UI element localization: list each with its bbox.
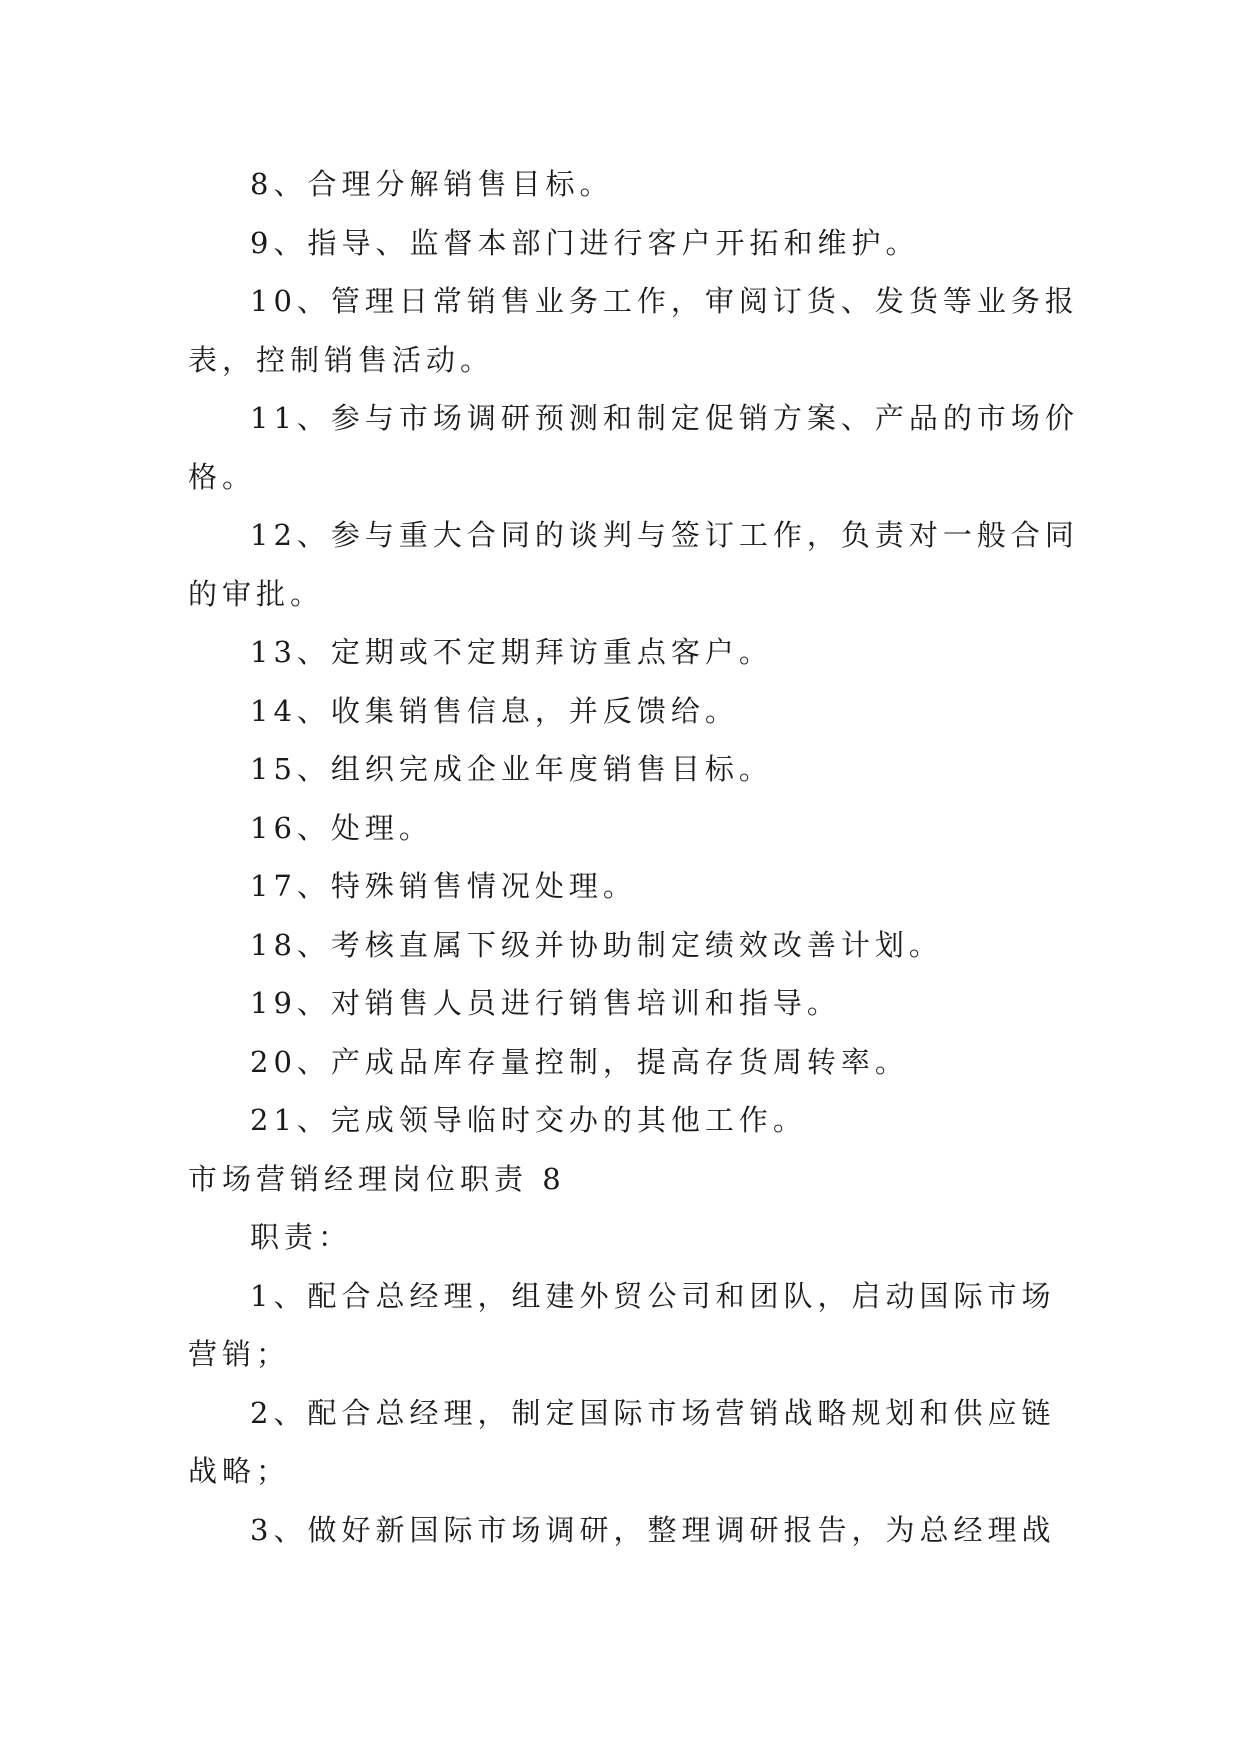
text-line-item-20: 20、产成品库存量控制，提高存货周转率。 — [250, 1044, 909, 1079]
text-line-item-8: 8、合理分解销售目标。 — [250, 167, 614, 201]
document-page — [188, 155, 1079, 1559]
text-line-item-19: 19、对销售人员进行销售培训和指导。 — [250, 986, 841, 1020]
text-line-item-13: 13、定期或不定期拜访重点客户。 — [250, 635, 773, 669]
text-line-duty-2-cont: 战略； — [188, 1454, 291, 1488]
text-line-item-21: 21、完成领导临时交办的其他工作。 — [250, 1103, 807, 1137]
text-line-duty-2: 2、配合总经理，制定国际市场营销战略规划和供应链 — [250, 1395, 1056, 1430]
text-line-item-11: 11、参与市场调研预测和制定促销方案、产品的市场价 — [250, 401, 1079, 435]
text-line-duty-1-cont: 营销； — [188, 1337, 291, 1371]
section-heading: 市场营销经理岗位职责 8 — [188, 1161, 566, 1196]
text-line-item-10-cont: 表，控制销售活动。 — [188, 342, 495, 377]
text-line-item-10: 10、管理日常销售业务工作，审阅订货、发货等业务报 — [250, 284, 1079, 318]
text-line-item-15: 15、组织完成企业年度销售目标。 — [250, 752, 773, 786]
text-line-item-11-cont: 格。 — [188, 459, 257, 494]
text-line-item-12-cont: 的审批。 — [188, 576, 325, 611]
text-line-item-14: 14、收集销售信息，并反馈给。 — [250, 693, 739, 728]
text-line-duty-1: 1、配合总经理，组建外贸公司和团队，启动国际市场 — [250, 1278, 1056, 1313]
text-line-item-9: 9、指导、监督本部门进行客户开拓和维护。 — [250, 225, 920, 260]
text-line-item-18: 18、考核直属下级并协助制定绩效改善计划。 — [250, 927, 943, 962]
text-line-duties-label: 职责： — [250, 1220, 353, 1254]
text-line-item-17: 17、特殊销售情况处理。 — [250, 869, 637, 903]
text-line-duty-3: 3、做好新国际市场调研，整理调研报告，为总经理战 — [250, 1512, 1056, 1547]
text-line-item-12: 12、参与重大合同的谈判与签订工作，负责对一般合同 — [250, 518, 1079, 552]
text-line-item-16: 16、处理。 — [250, 810, 433, 845]
